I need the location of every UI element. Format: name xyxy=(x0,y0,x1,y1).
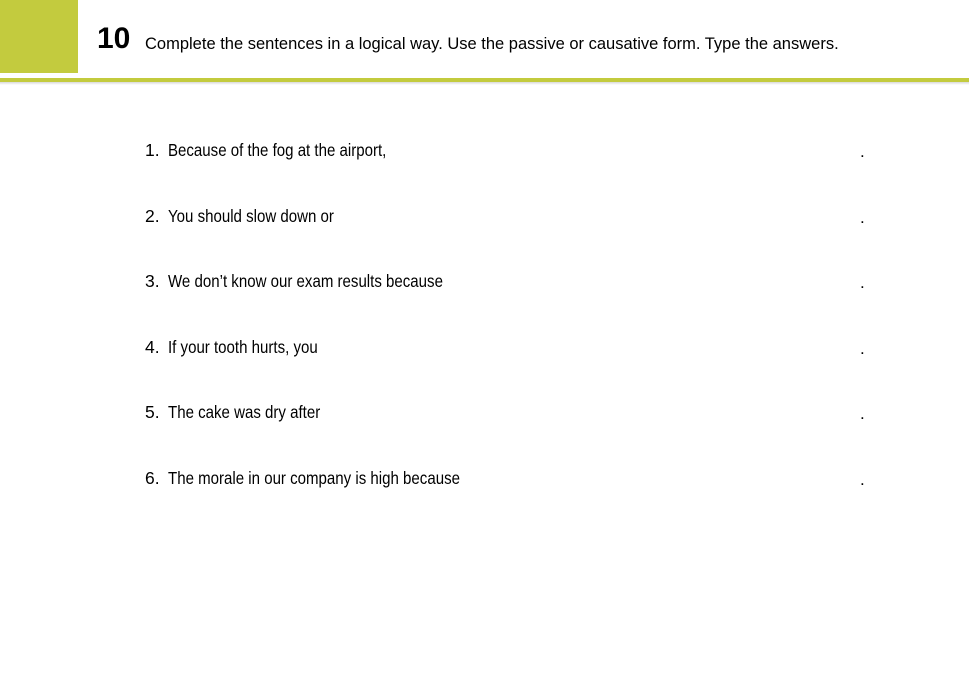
sentence-period: . xyxy=(860,207,865,227)
sentence-period: . xyxy=(860,273,865,293)
sentence-period: . xyxy=(860,404,865,424)
sentence-number: 3. xyxy=(145,271,160,292)
answer-input-2[interactable] xyxy=(665,205,859,227)
sentence-number: 4. xyxy=(145,336,160,357)
sentence-item-4 xyxy=(145,334,875,400)
exercise-number: 10 xyxy=(97,22,131,55)
header-accent-block xyxy=(0,0,78,73)
sentence-item-6 xyxy=(145,465,875,531)
exercise-instruction: Complete the sentences in a logical way. Use the passive or causative form. Type the answers. xyxy=(145,35,839,53)
sentence-prompt: The cake was dry after xyxy=(168,402,321,423)
answer-input-1[interactable] xyxy=(665,139,859,161)
answer-input-3[interactable] xyxy=(665,270,859,292)
header-divider-shadow xyxy=(0,82,969,85)
sentence-item-5 xyxy=(145,399,875,465)
sentence-item-1 xyxy=(145,137,875,203)
answer-input-4[interactable] xyxy=(665,336,859,358)
sentence-period: . xyxy=(860,469,865,489)
sentence-number: 2. xyxy=(145,205,160,226)
sentence-period: . xyxy=(860,142,865,161)
sentence-number: 6. xyxy=(145,467,160,488)
answer-input-5[interactable] xyxy=(665,401,859,423)
sentence-prompt: If your tooth hurts, you xyxy=(168,336,318,357)
sentence-prompt: We don’t know our exam results because xyxy=(168,271,443,292)
sentence-number: 5. xyxy=(145,402,160,423)
sentence-period: . xyxy=(860,338,865,358)
sentence-prompt: Because of the fog at the airport, xyxy=(168,140,387,160)
sentence-prompt: You should slow down or xyxy=(168,205,334,226)
sentence-number: 1. xyxy=(145,140,160,160)
sentence-list xyxy=(145,137,875,531)
answer-input-6[interactable] xyxy=(665,467,859,489)
sentence-item-3 xyxy=(145,268,875,334)
sentence-prompt: The morale in our company is high because xyxy=(168,467,460,488)
sentence-item-2 xyxy=(145,203,875,269)
